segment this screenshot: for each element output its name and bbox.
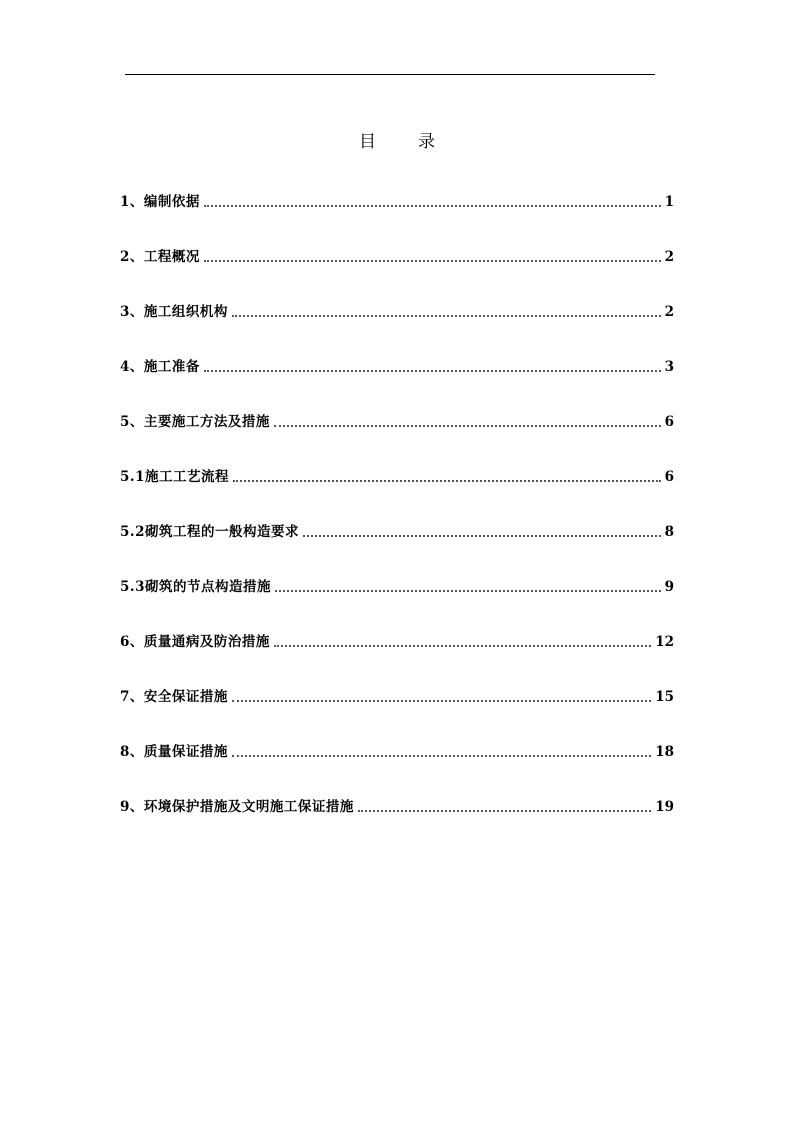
toc-entry-label: 2、工程概况 [120,249,200,265]
toc-page-number: 2 [664,249,674,265]
toc-page-number: 15 [655,689,674,705]
toc-entry-label: 5、主要施工方法及措施 [120,414,270,430]
toc-page-number: 1 [664,194,674,210]
toc-entry[interactable] [120,573,674,597]
toc-entry[interactable] [120,243,674,267]
toc-dot-leader [232,700,651,702]
toc-dot-leader [274,645,651,647]
toc-page-number: 2 [664,304,674,320]
toc-dot-leader [204,260,661,262]
toc-entry-label: 5.1施工工艺流程 [120,469,229,485]
toc-dot-leader [204,205,661,207]
toc-entry[interactable] [120,353,674,377]
toc-page-number: 6 [664,469,674,485]
toc-page-number: 19 [655,799,674,815]
toc-dot-leader [232,755,651,757]
toc-entry[interactable] [120,298,674,322]
toc-title-part2: 录 [418,132,435,152]
toc-page-number: 6 [664,414,674,430]
toc-page-number: 8 [664,524,674,540]
toc-entry[interactable] [120,463,674,487]
toc-entry-label: 6、质量通病及防治措施 [120,634,270,650]
toc-entry-label: 3、施工组织机构 [120,304,228,320]
toc-entry-label: 9、环境保护措施及文明施工保证措施 [120,799,354,815]
toc-entry-label: 1、编制依据 [120,194,200,210]
toc-page-number: 18 [655,744,674,760]
toc-entry[interactable] [120,188,674,212]
toc-title [0,130,794,154]
toc-entry-label: 5.2砌筑工程的一般构造要求 [120,524,299,540]
toc-entry[interactable] [120,793,674,817]
toc-page-number: 3 [664,359,674,375]
toc-entry-label: 4、施工准备 [120,359,200,375]
toc-entry[interactable] [120,408,674,432]
toc-entry-label: 8、质量保证措施 [120,744,228,760]
toc-title-part1: 目 [359,132,376,152]
toc-page-number: 12 [655,634,674,650]
toc-entry[interactable] [120,738,674,762]
toc-entry-label: 7、安全保证措施 [120,689,228,705]
toc-entry[interactable] [120,518,674,542]
header-rule [125,74,655,75]
toc-page-number: 9 [664,579,674,595]
toc-dot-leader [303,535,661,537]
toc-dot-leader [204,370,661,372]
toc-entry[interactable] [120,628,674,652]
toc-dot-leader [232,315,661,317]
toc-dot-leader [274,425,661,427]
toc-entry[interactable] [120,683,674,707]
toc-dot-leader [275,590,661,592]
toc-dot-leader [358,810,651,812]
toc-dot-leader [233,480,661,482]
toc-entry-label: 5.3砌筑的节点构造措施 [120,579,271,595]
